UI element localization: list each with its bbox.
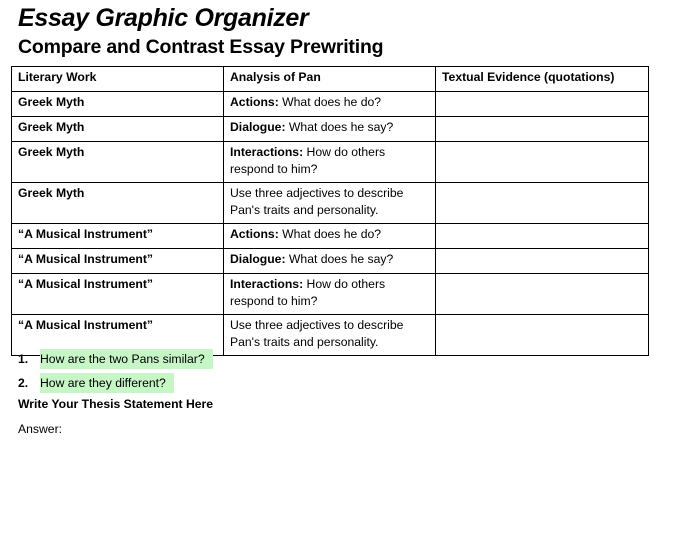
analysis-label: Actions: xyxy=(230,227,279,241)
literary-work-cell: “A Musical Instrument” xyxy=(12,274,224,315)
table-row xyxy=(12,274,649,315)
question-text-highlighted: How are they different? xyxy=(40,373,174,393)
evidence-cell[interactable] xyxy=(436,117,649,142)
document-subtitle: Compare and Contrast Essay Prewriting xyxy=(18,36,384,58)
table-header-row xyxy=(12,67,649,92)
analysis-cell xyxy=(224,117,436,142)
table-row xyxy=(12,183,649,224)
literary-work-cell: “A Musical Instrument” xyxy=(12,224,224,249)
header-analysis: Analysis of Pan xyxy=(224,67,436,92)
evidence-cell[interactable] xyxy=(436,274,649,315)
table-row xyxy=(12,142,649,183)
header-evidence: Textual Evidence (quotations) xyxy=(436,67,649,92)
question-text-highlighted: How are the two Pans similar? xyxy=(40,349,213,369)
analysis-text: Use three adjectives to describe Pan's traits and personality. xyxy=(230,186,404,217)
analysis-text: How do others respond to him? xyxy=(230,145,386,176)
evidence-cell[interactable] xyxy=(436,224,649,249)
analysis-label: Interactions: xyxy=(230,277,304,291)
analysis-label: Interactions: xyxy=(230,145,304,159)
literary-work-cell: Greek Myth xyxy=(12,92,224,117)
literary-work-cell: “A Musical Instrument” xyxy=(12,249,224,274)
question-number: 1. xyxy=(18,352,29,366)
thesis-heading: Write Your Thesis Statement Here xyxy=(18,397,214,411)
literary-work-cell: “A Musical Instrument” xyxy=(12,315,224,356)
literary-work-cell: Greek Myth xyxy=(12,117,224,142)
analysis-label: Dialogue: xyxy=(230,252,286,266)
analysis-cell xyxy=(224,249,436,274)
analysis-cell xyxy=(224,224,436,249)
table-row xyxy=(12,117,649,142)
question-item xyxy=(18,347,213,371)
table-row xyxy=(12,224,649,249)
analysis-text: Use three adjectives to describe Pan's traits and personality. xyxy=(230,318,404,349)
analysis-text: How do others respond to him? xyxy=(230,277,386,308)
analysis-text: What does he do? xyxy=(278,95,382,109)
header-literary-work: Literary Work xyxy=(12,67,224,92)
evidence-cell[interactable] xyxy=(436,183,649,224)
question-number: 2. xyxy=(18,376,29,390)
question-list xyxy=(18,347,213,395)
literary-work-cell: Greek Myth xyxy=(12,183,224,224)
table-row xyxy=(12,249,649,274)
analysis-cell xyxy=(224,92,436,117)
analysis-cell xyxy=(224,183,436,224)
document-title: Essay Graphic Organizer xyxy=(18,4,309,32)
analysis-text: What does he say? xyxy=(285,252,394,266)
evidence-cell[interactable] xyxy=(436,142,649,183)
evidence-cell[interactable] xyxy=(436,92,649,117)
analysis-cell xyxy=(224,274,436,315)
analysis-text: What does he say? xyxy=(285,120,394,134)
organizer-table xyxy=(11,66,649,356)
literary-work-cell: Greek Myth xyxy=(12,142,224,183)
analysis-text: What does he do? xyxy=(278,227,382,241)
evidence-cell[interactable] xyxy=(436,315,649,356)
analysis-label: Dialogue: xyxy=(230,120,286,134)
evidence-cell[interactable] xyxy=(436,249,649,274)
question-item xyxy=(18,371,213,395)
table-row xyxy=(12,92,649,117)
analysis-cell xyxy=(224,315,436,356)
answer-label: Answer: xyxy=(18,422,63,436)
analysis-label: Actions: xyxy=(230,95,279,109)
analysis-cell xyxy=(224,142,436,183)
